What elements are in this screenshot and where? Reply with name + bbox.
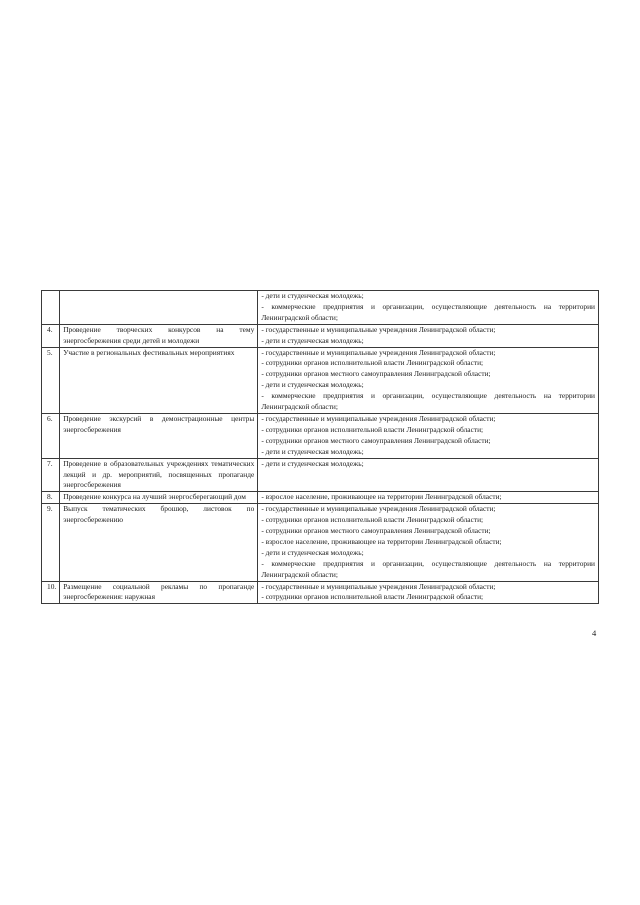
table-row [42, 581, 599, 604]
target-item: - государственные и муниципальные учреждения Ленинградской области; [261, 504, 496, 514]
target-item: - сотрудники органов местного самоуправления Ленинградской области; [261, 435, 491, 445]
events-table-body [42, 291, 599, 604]
row-number: 7. [42, 458, 60, 492]
target-item: - сотрудники органов местного самоуправления Ленинградской области; [261, 526, 491, 536]
row-number: 10. [42, 581, 60, 604]
target-audience [258, 347, 599, 413]
target-item: - сотрудники органов исполнительной власти Ленинградской области; [261, 358, 484, 368]
table-row [42, 324, 599, 347]
target-item: - дети и студенческая молодежь; [261, 335, 364, 345]
row-number: 9. [42, 504, 60, 581]
events-table [41, 290, 599, 604]
row-number [42, 291, 60, 325]
table-row [42, 347, 599, 413]
target-audience [258, 492, 599, 504]
target-item: - коммерческие предприятия и организации, осуществляющие деятельность на территории Ленинградской области; [261, 558, 595, 579]
target-item: - сотрудники органов исполнительной власти Ленинградской области; [261, 424, 484, 434]
row-number: 8. [42, 492, 60, 504]
event-description: Размещение социальной рекламы по пропаганде энергосбережения: наружная [60, 581, 258, 604]
event-description: Выпуск тематических брошюр, листовок по энергосбережению [60, 504, 258, 581]
target-item: - сотрудники органов исполнительной власти Ленинградской области; [261, 592, 484, 602]
target-item: - государственные и муниципальные учреждения Ленинградской области; [261, 581, 496, 591]
target-item: - дети и студенческая молодежь; [261, 446, 364, 456]
table-row [42, 413, 599, 458]
target-item: - взрослое население, проживающее на территории Ленинградской области; [261, 536, 502, 546]
table-row [42, 504, 599, 581]
target-item: - государственные и муниципальные учреждения Ленинградской области; [261, 347, 496, 357]
row-number: 5. [42, 347, 60, 413]
event-description: Проведение экскурсий в демонстрационные центры энергосбережения [60, 413, 258, 458]
table-row [42, 291, 599, 325]
target-item: - дети и студенческая молодежь; [261, 380, 364, 390]
target-item: - сотрудники органов местного самоуправления Ленинградской области; [261, 369, 491, 379]
target-item: - коммерческие предприятия и организации, осуществляющие деятельность на территории Ленинградской области; [261, 391, 595, 412]
table-row [42, 458, 599, 492]
target-item: - взрослое население, проживающее на территории Ленинградской области; [261, 492, 502, 502]
event-description: Проведение творческих конкурсов на тему энергосбережения среди детей и молодежи [60, 324, 258, 347]
target-audience [258, 413, 599, 458]
target-item: - сотрудники органов исполнительной власти Ленинградской области; [261, 515, 484, 525]
event-description [60, 291, 258, 325]
target-audience [258, 504, 599, 581]
event-description: Проведение в образовательных учреждениях тематических лекций и др. мероприятий, посвященных пропаганде энергосбережения [60, 458, 258, 492]
table-row [42, 492, 599, 504]
target-item: - дети и студенческая молодежь; [261, 547, 364, 557]
target-item: - государственные и муниципальные учреждения Ленинградской области; [261, 324, 496, 334]
target-item: - коммерческие предприятия и организации, осуществляющие деятельность на территории Ленинградской области; [261, 301, 595, 322]
page-number: 4 [592, 628, 597, 638]
target-item: - дети и студенческая молодежь; [261, 458, 364, 468]
target-audience [258, 581, 599, 604]
target-audience [258, 291, 599, 325]
target-audience [258, 458, 599, 492]
target-audience [258, 324, 599, 347]
event-description: Участие в региональных фестивальных мероприятиях [60, 347, 258, 413]
row-number: 4. [42, 324, 60, 347]
target-item: - государственные и муниципальные учреждения Ленинградской области; [261, 413, 496, 423]
target-item: - дети и студенческая молодежь; [261, 291, 364, 300]
event-description: Проведение конкурса на лучший энергосберегающий дом [60, 492, 258, 504]
row-number: 6. [42, 413, 60, 458]
